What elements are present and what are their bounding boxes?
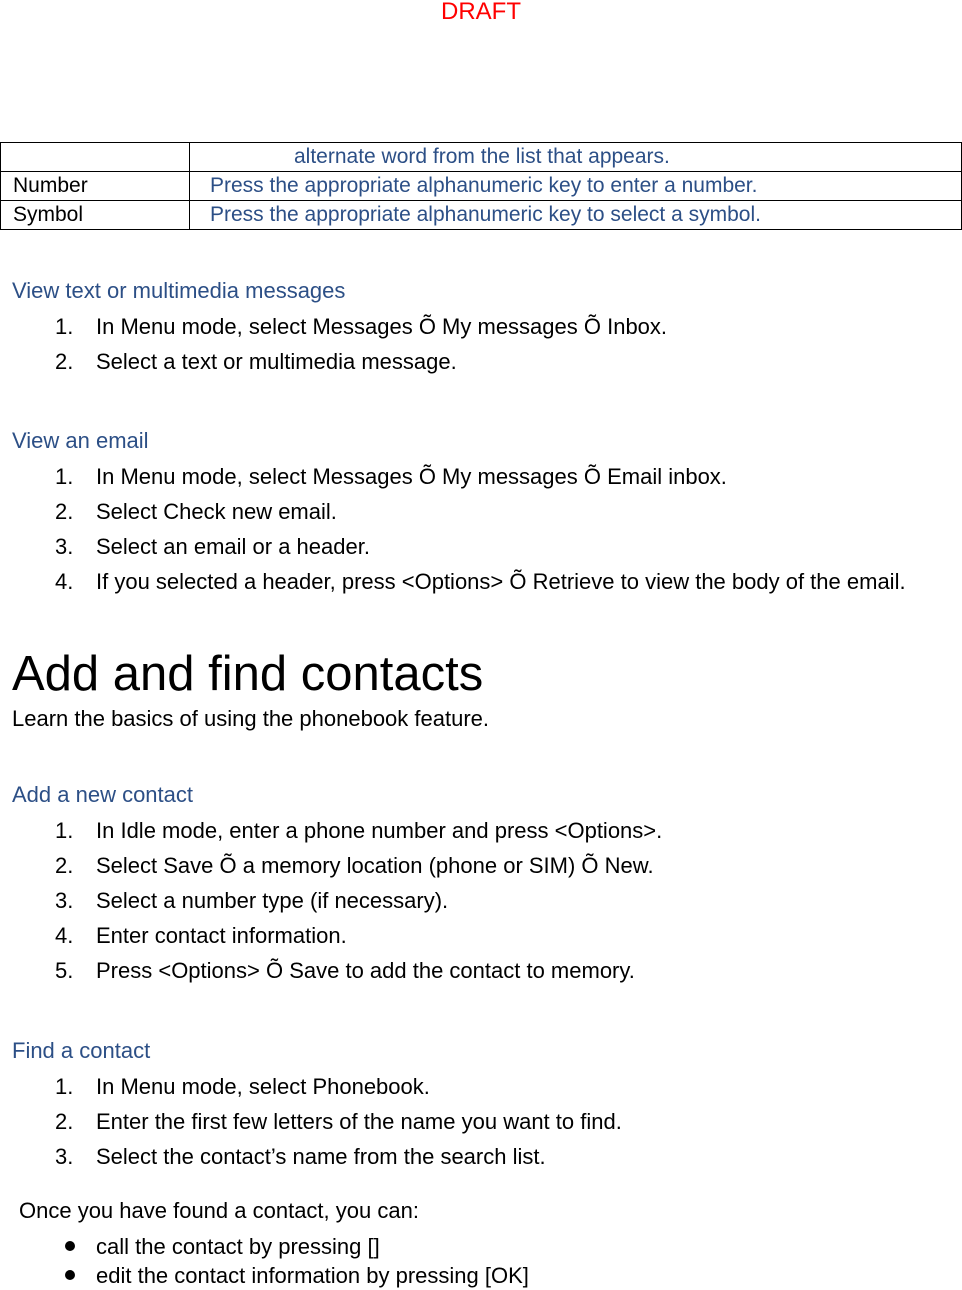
step-number: 5. [55,958,74,983]
list-item [0,887,950,915]
list-item [0,1143,950,1171]
step-text: In Idle mode, enter a phone number and press <Options>. [96,818,663,843]
bullet-icon [65,1270,75,1280]
view-messages-steps [0,313,950,383]
page-heading: Add and find contacts [12,647,484,701]
step-text: Press <Options> Õ Save to add the contact to memory. [96,958,635,983]
list-item [0,957,950,985]
draft-watermark: DRAFT [441,0,521,25]
list-item [0,1232,529,1261]
step-number: 3. [55,534,74,559]
list-item [0,1261,529,1290]
step-text: Select Check new email. [96,499,337,524]
step-number: 2. [55,853,74,878]
add-contact-steps [0,817,950,992]
step-number: 1. [55,464,74,489]
bullet-text: edit the contact information by pressing [OK] [96,1263,529,1288]
step-text: Enter the first few letters of the name you want to find. [96,1109,622,1134]
table-row [1,172,962,201]
section-title-add-contact: Add a new contact [12,782,194,807]
step-text: Enter contact information. [96,923,347,948]
step-number: 3. [55,888,74,913]
find-contact-steps [0,1073,950,1178]
table-cell-mode: Symbol [1,201,190,230]
section-title-find-contact: Find a contact [12,1038,151,1063]
list-item [0,463,950,491]
view-email-steps [0,463,950,603]
input-mode-table [0,142,962,230]
step-text: Select an email or a header. [96,534,370,559]
step-number: 2. [55,1109,74,1134]
bullet-icon [65,1241,75,1251]
section-title-view-email: View an email [12,428,149,453]
step-number: 2. [55,499,74,524]
table-cell-mode [1,143,190,172]
step-number: 1. [55,1074,74,1099]
step-text: In Menu mode, select Phonebook. [96,1074,430,1099]
step-number: 2. [55,349,74,374]
list-item [0,348,950,376]
table-row [1,143,962,172]
step-text: If you selected a header, press <Options> Õ Retrieve to view the body of the email. [96,569,906,594]
table-cell-description: Press the appropriate alphanumeric key to enter a number. [190,172,962,201]
once-found-text: Once you have found a contact, you can: [19,1198,419,1223]
table-cell-description: Press the appropriate alphanumeric key to select a symbol. [190,201,962,230]
table-row [1,201,962,230]
step-number: 1. [55,314,74,339]
list-item [0,1108,950,1136]
list-item [0,313,950,341]
step-number: 1. [55,818,74,843]
list-item [0,817,950,845]
list-item [0,852,950,880]
step-text: Select Save Õ a memory location (phone or SIM) Õ New. [96,853,654,878]
step-text: In Menu mode, select Messages Õ My messages Õ Inbox. [96,314,668,339]
step-text: In Menu mode, select Messages Õ My messages Õ Email inbox. [96,464,727,489]
step-text: Select the contact’s name from the search list. [96,1144,546,1169]
list-item [0,498,950,526]
bullet-text: call the contact by pressing [] [96,1234,380,1259]
list-item [0,922,950,950]
table-cell-mode: Number [1,172,190,201]
step-text: Select a text or multimedia message. [96,349,457,374]
step-number: 3. [55,1144,74,1169]
contact-actions-list [0,1232,529,1290]
table-cell-description: alternate word from the list that appears. [190,143,962,172]
list-item [0,1073,950,1101]
list-item [0,568,950,596]
intro-text: Learn the basics of using the phonebook feature. [12,706,490,731]
step-number: 4. [55,923,74,948]
list-item [0,533,950,561]
step-text: Select a number type (if necessary). [96,888,449,913]
section-title-view-messages: View text or multimedia messages [12,278,346,303]
step-number: 4. [55,569,74,594]
